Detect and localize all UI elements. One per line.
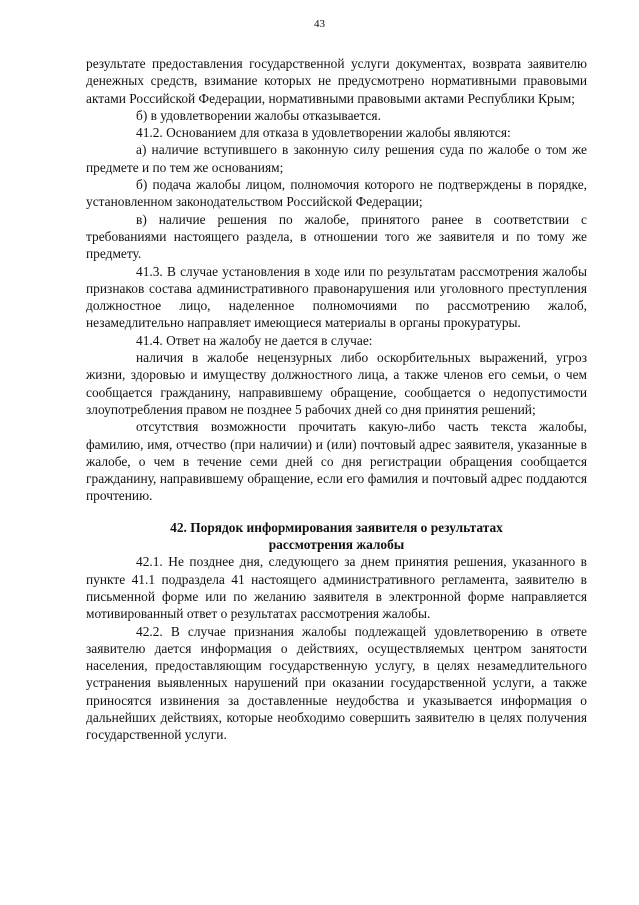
paragraph-item-b: б) в удовлетворении жалобы отказывается. bbox=[136, 107, 381, 123]
paragraph-41-4-case-1: наличия в жалобе нецензурных либо оскорбительных выражений, угроз жизни, здоровью и имуществу должностного лица, а также членов его семьи, о чем сообщается гражданину, направившему обращение, сообщается о недопустимости злоупотребления правом не позднее 5 рабочих дней со дня принятия решений; bbox=[86, 350, 587, 417]
paragraph-41-3: 41.3. В случае установления в ходе или по результатам рассмотрения жалобы признаков состава административного правонарушения или уголовного преступления должностное лицо, наделенное полномочиями по рассмотрению жалоб, незамедлительно направляет имеющиеся материалы в органы прокуратуры. bbox=[86, 263, 587, 331]
section-heading-42 bbox=[86, 519, 587, 554]
paragraph-continuation: результате предоставления государственной услуги документах, возврата заявителю денежных средств, взимание которых не предусмотрено нормативными правовыми актами Российской Федерации, нормативными правовыми актами Республики Крым; bbox=[86, 56, 587, 106]
paragraph-41-2: 41.2. Основанием для отказа в удовлетворении жалобы являются: bbox=[136, 125, 511, 141]
section-heading-line-2: рассмотрения жалобы bbox=[268, 537, 405, 553]
paragraph-42-2: 42.2. В случае признания жалобы подлежащей удовлетворению в ответе заявителю дается информация о действиях, осуществляемых центром занятости населения, предоставляющим государственную услугу, в целях незамедлительного устранения выявленных нарушений при оказании государственной услуги, а также приносятся извинения за доставленные неудобства и указывается информация о дальнейших действиях, которые необходимо совершить заявителю в целях получения государственной услуги. bbox=[86, 623, 587, 743]
page-number: 43 bbox=[314, 18, 325, 30]
section-heading-line-1: 42. Порядок информирования заявителя о результатах bbox=[170, 519, 503, 535]
document-body bbox=[86, 55, 587, 744]
paragraph-41-2-v: в) наличие решения по жалобе, принятого ранее в соответствии с требованиями настоящего раздела, в отношении того же заявителя и по тому же предмету. bbox=[86, 211, 587, 262]
paragraph-41-2-a: а) наличие вступившего в законную силу решения суда по жалобе о том же предмете и по тем же основаниям; bbox=[86, 142, 587, 175]
paragraph-41-4: 41.4. Ответ на жалобу не дается в случае: bbox=[136, 332, 373, 348]
paragraph-42-1: 42.1. Не позднее дня, следующего за днем принятия решения, указанного в пункте 41.1 подраздела 41 настоящего административного регламента, заявителю в письменной форме или по желанию заявителя в электронной форме направляется мотивированный ответ о результатах рассмотрения жалобы. bbox=[86, 554, 587, 622]
paragraph-41-2-b: б) подача жалобы лицом, полномочия которого не подтверждены в порядке, установленном законодательством Российской Федерации; bbox=[86, 177, 587, 210]
paragraph-41-4-case-2: отсутствия возможности прочитать какую-либо часть текста жалобы, фамилию, имя, отчество (при наличии) и (или) почтовый адрес заявителя, указанные в жалобе, о чем в течение семи дней со дня регистрации обращения сообщается гражданину, направившему обращение, если его фамилия и почтовый адрес поддаются прочтению. bbox=[86, 419, 587, 504]
